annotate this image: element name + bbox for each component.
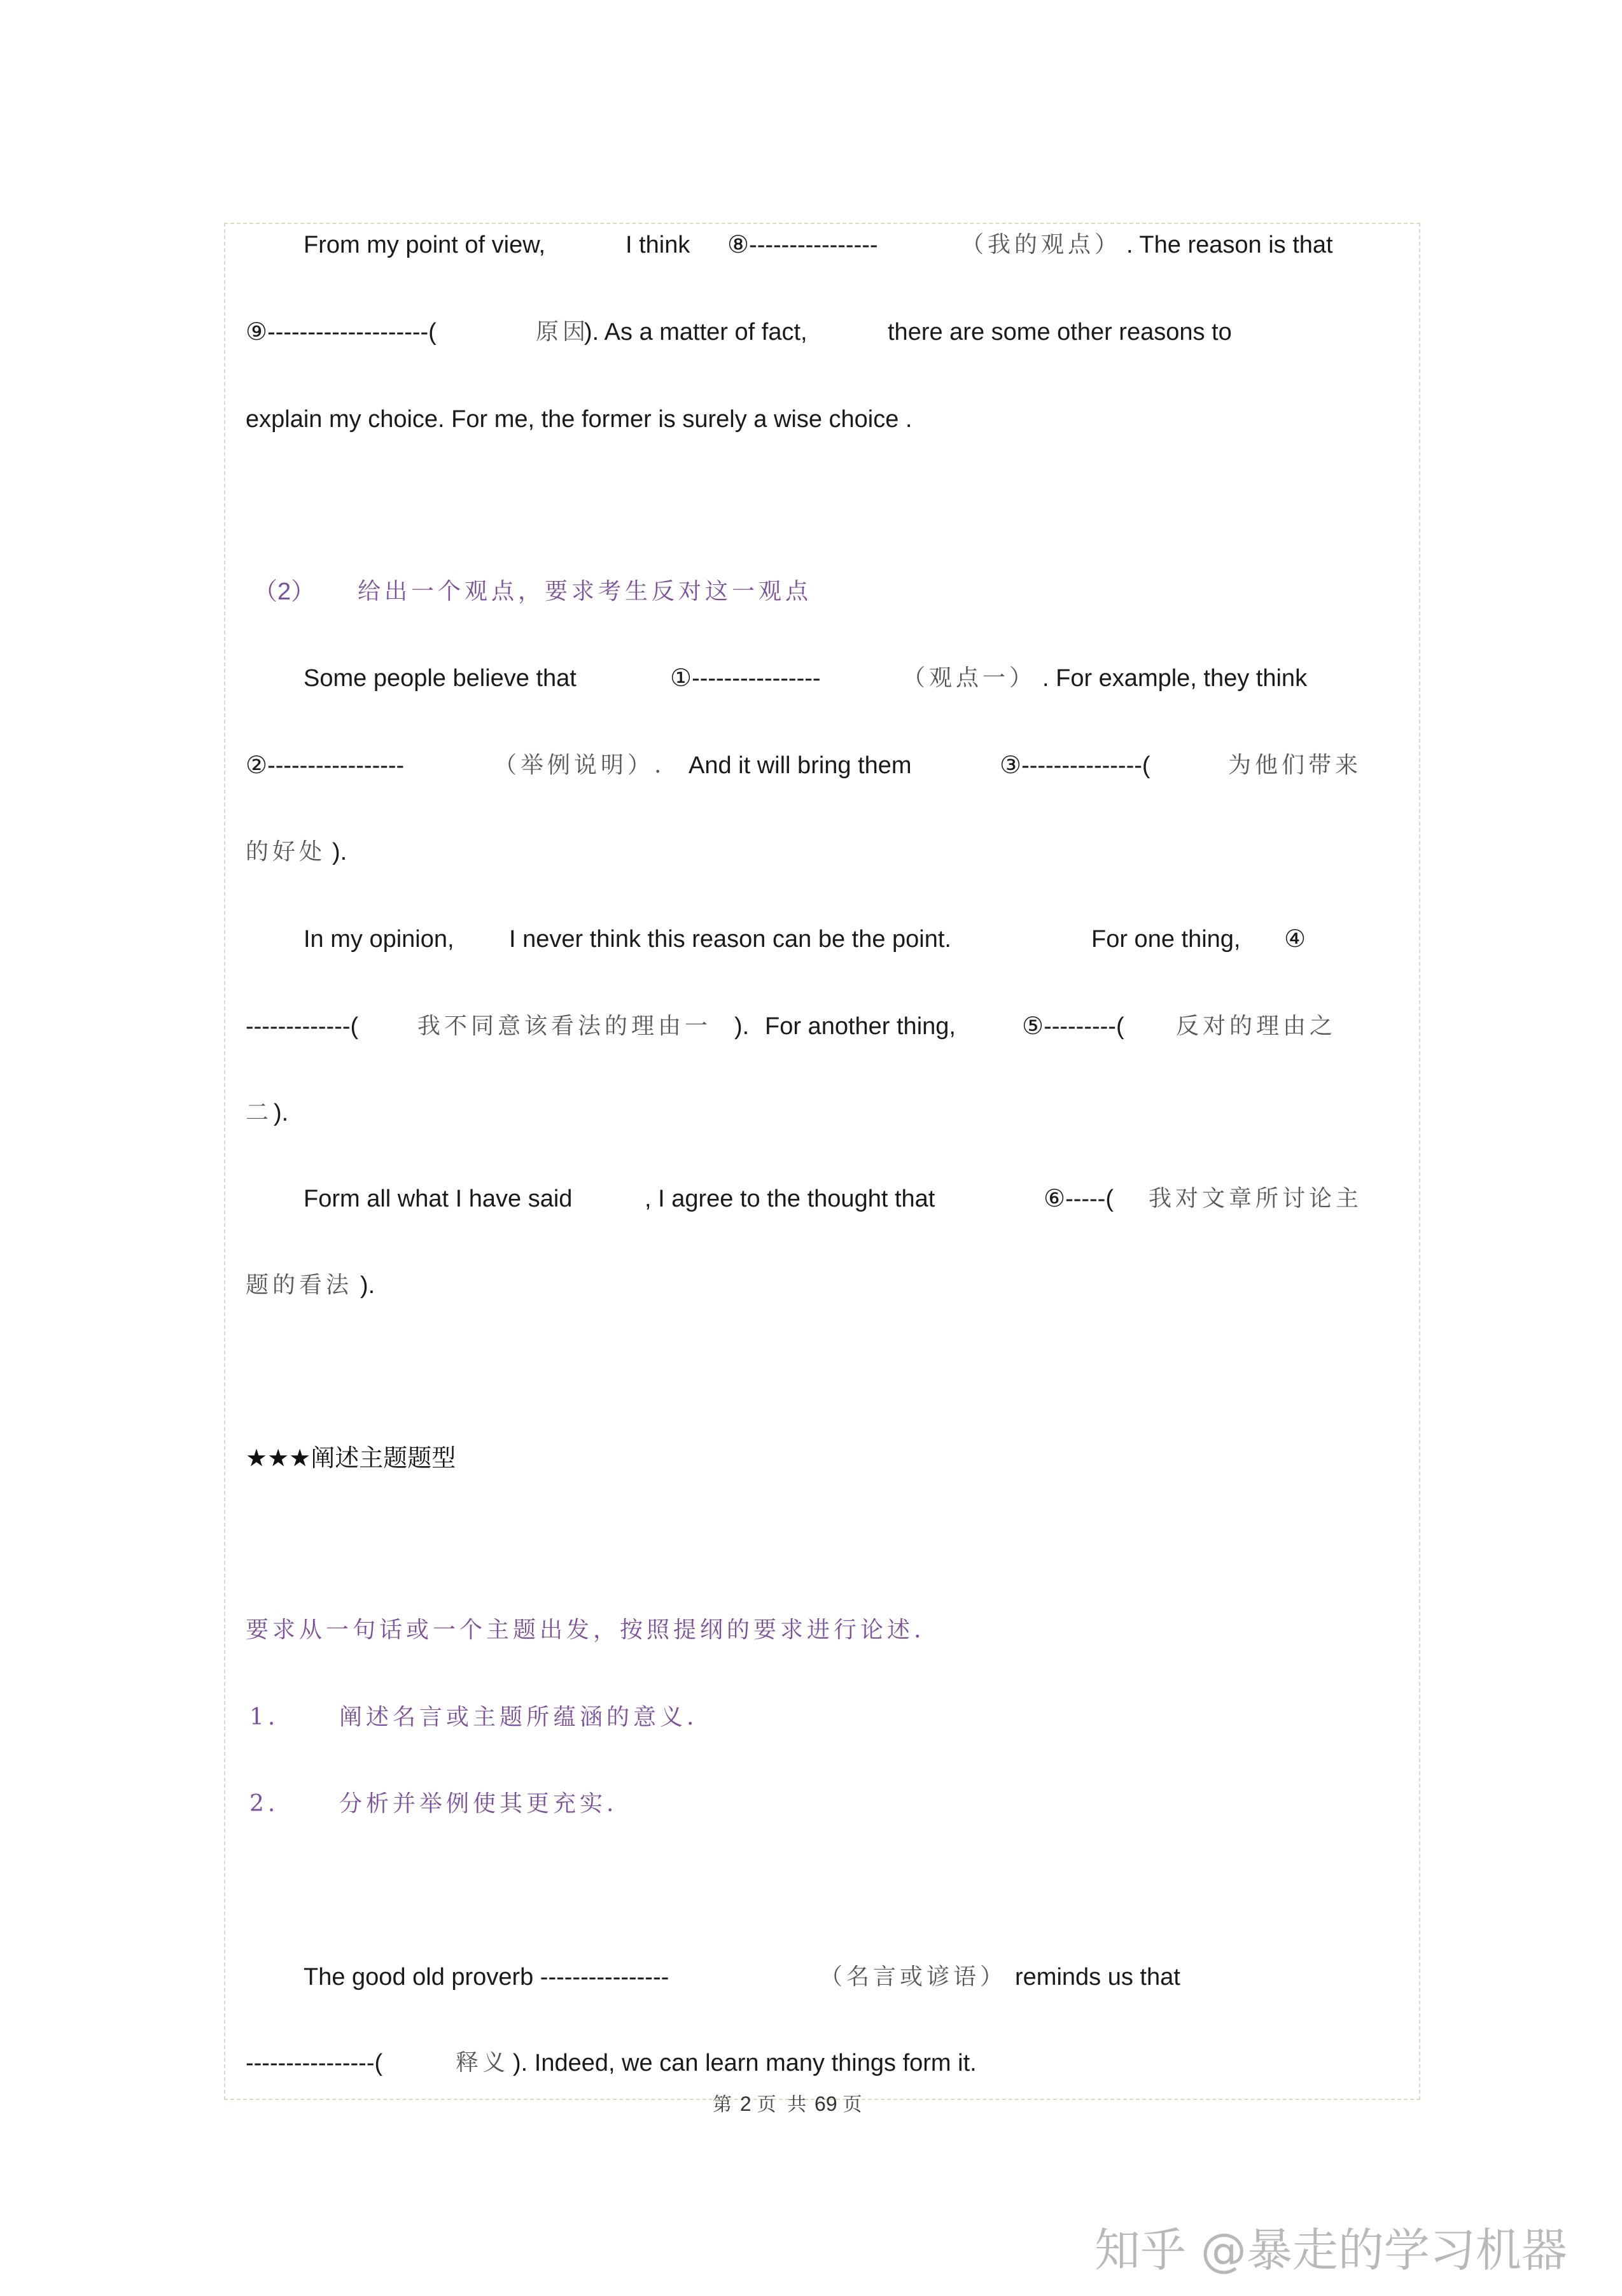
blank-marker: ②-----------------: [246, 752, 405, 779]
instruction-text: 要求从一句话或一个主题出发，按照提纲的要求进行论述.: [246, 1617, 925, 1643]
blank-marker: ③---------------(: [1000, 752, 1150, 779]
text-segment: ). Indeed, we can learn many things form it.: [513, 2050, 977, 2076]
text-segment: there are some other reasons to: [888, 319, 1232, 346]
chinese-hint: （名言或谚语）: [820, 1964, 1007, 1990]
page-number-prefix: 第: [713, 2094, 734, 2116]
text-segment: For another thing,: [765, 1013, 956, 1040]
text-segment: , I agree to the thought that: [645, 1186, 935, 1212]
blank-marker: ①----------------: [670, 665, 821, 692]
chinese-hint: 我不同意该看法的理由一: [417, 1013, 712, 1039]
blank-marker: ----------------(: [246, 2050, 383, 2076]
text-segment: reminds us that: [1015, 1964, 1180, 1991]
page-current: 2: [739, 2092, 752, 2115]
blank-marker: ⑤---------(: [1022, 1013, 1124, 1040]
blank-marker: ⑥-----(: [1044, 1186, 1114, 1212]
page-number-suffix: 页: [842, 2094, 865, 2116]
page-total: 69: [814, 2092, 837, 2115]
chinese-hint: 释义: [456, 2050, 510, 2076]
watermark: 知乎 @暴走的学习机器: [1094, 2223, 1567, 2277]
blank-marker: ⑨--------------------(: [246, 319, 437, 346]
text-segment: ).: [360, 1272, 375, 1299]
chinese-hint: 题的看法: [246, 1272, 353, 1298]
chinese-hint: 的好处: [246, 839, 326, 865]
page-number-mid: 页 共: [757, 2094, 809, 2116]
chinese-hint: （举例说明）.: [494, 752, 666, 778]
page-number: [713, 2089, 865, 2117]
chinese-hint: 原因: [536, 319, 590, 345]
text-segment: ).: [274, 1100, 289, 1126]
text-segment: . For example, they think: [1042, 665, 1308, 692]
chinese-hint: （我的观点）: [961, 232, 1122, 258]
chinese-hint: 我对文章所讨论主: [1149, 1186, 1363, 1212]
text-segment: I never think this reason can be the point.: [509, 926, 951, 953]
text-segment: In my opinion,: [304, 926, 454, 953]
instruction-text: 分析并举例使其更充实.: [339, 1791, 618, 1817]
text-segment: And it will bring them: [689, 752, 912, 779]
text-segment: ).: [332, 839, 347, 865]
text-segment: explain my choice. For me, the former is surely a wise choice .: [246, 406, 912, 433]
text-segment: Form all what I have said: [304, 1186, 573, 1212]
text-segment: The good old proverb ----------------: [304, 1964, 669, 1991]
text-segment: For one thing,: [1091, 926, 1241, 953]
text-segment: ).: [734, 1013, 750, 1040]
text-segment: I think: [626, 232, 690, 258]
heading-number: （2）: [253, 578, 316, 605]
blank-marker: -------------(: [246, 1013, 359, 1040]
blank-marker: ⑧----------------: [727, 232, 878, 258]
section-title-text: ★★★阐述主题题型: [246, 1444, 456, 1472]
text-segment: . The reason is that: [1126, 232, 1333, 258]
text-segment: From my point of view,: [304, 232, 546, 258]
chinese-hint: 反对的理由之: [1176, 1013, 1337, 1039]
text-segment: ). As a matter of fact,: [584, 319, 808, 346]
list-number: 1.: [249, 1704, 279, 1730]
chinese-hint: 二: [246, 1100, 273, 1126]
instruction-text: 阐述名言或主题所蕴涵的意义.: [339, 1704, 698, 1730]
chinese-hint: （观点一）: [902, 665, 1037, 691]
list-number: 2.: [249, 1791, 279, 1817]
chinese-hint: 为他们带来: [1228, 752, 1362, 778]
text-segment: Some people believe that: [304, 665, 577, 692]
heading-text: 给出一个观点，要求考生反对这一观点: [358, 578, 813, 605]
blank-marker: ④: [1284, 926, 1306, 953]
